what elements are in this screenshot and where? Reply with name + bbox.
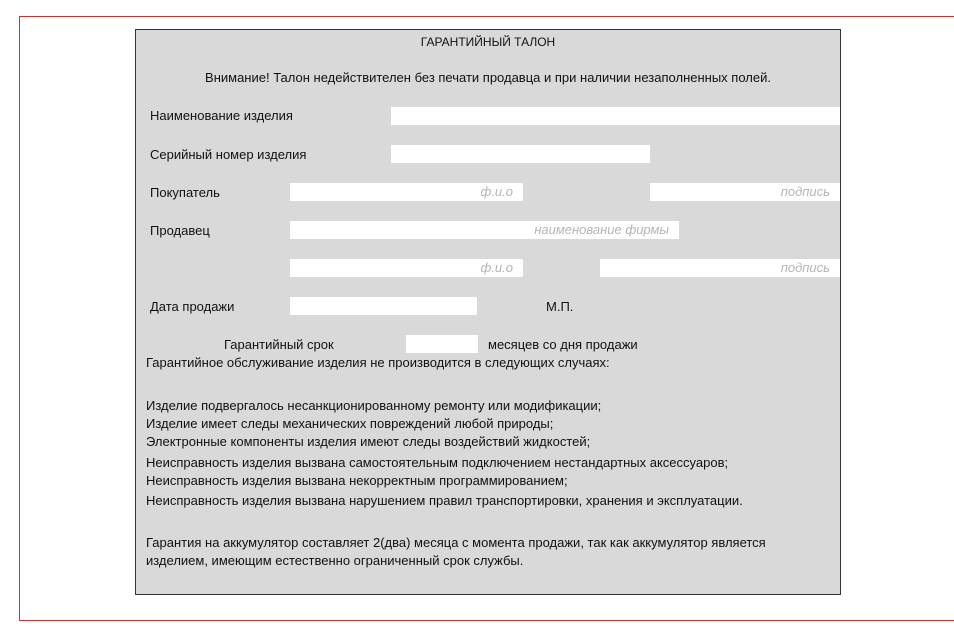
- seller-name-field[interactable]: ф.и.о: [290, 259, 523, 277]
- product-name-field[interactable]: [391, 107, 840, 125]
- warranty-period-label: Гарантийный срок: [224, 337, 334, 352]
- serial-label: Серийный номер изделия: [150, 147, 307, 162]
- buyer-signature-field[interactable]: подпись: [650, 183, 840, 201]
- sale-date-field[interactable]: [290, 297, 477, 315]
- seller-label: Продавец: [150, 223, 210, 238]
- notice-text: Внимание! Талон недействителен без печати продавца и при наличии незаполненных полей.: [205, 70, 771, 85]
- exclusion-item: Неисправность изделия вызвана некорректным программированием;: [146, 473, 568, 488]
- exclusion-item: Неисправность изделия вызвана нарушением правил транспортировки, хранения и эксплуатации.: [146, 493, 743, 508]
- seller-company-field[interactable]: наименование фирмы: [290, 221, 679, 239]
- warranty-card: [135, 29, 841, 595]
- battery-note-line-1: Гарантия на аккумулятор составляет 2(два) месяца с момента продажи, так как аккумулятор является: [146, 535, 766, 550]
- warranty-period-field[interactable]: [406, 335, 478, 353]
- seller-signature-field[interactable]: подпись: [600, 259, 840, 277]
- exclusions-heading: Гарантийное обслуживание изделия не производится в следующих случаях:: [146, 355, 610, 370]
- exclusion-item: Неисправность изделия вызвана самостоятельным подключением нестандартных аксессуаров;: [146, 455, 729, 470]
- stamp-label: М.П.: [546, 299, 574, 314]
- battery-note-line-2: изделием, имеющим естественно ограниченный срок службы.: [146, 553, 524, 568]
- buyer-label: Покупатель: [150, 185, 220, 200]
- serial-field[interactable]: [391, 145, 650, 163]
- exclusion-item: Изделие подвергалось несанкционированному ремонту или модификации;: [146, 398, 602, 413]
- exclusion-item: Электронные компоненты изделия имеют следы воздействий жидкостей;: [146, 434, 591, 449]
- card-title: ГАРАНТИЙНЫЙ ТАЛОН: [420, 35, 556, 49]
- exclusion-item: Изделие имеет следы механических повреждений любой природы;: [146, 416, 554, 431]
- product-name-label: Наименование изделия: [150, 108, 293, 123]
- buyer-name-field[interactable]: ф.и.о: [290, 183, 523, 201]
- warranty-period-suffix: месяцев со дня продажи: [488, 337, 638, 352]
- sale-date-label: Дата продажи: [150, 299, 235, 314]
